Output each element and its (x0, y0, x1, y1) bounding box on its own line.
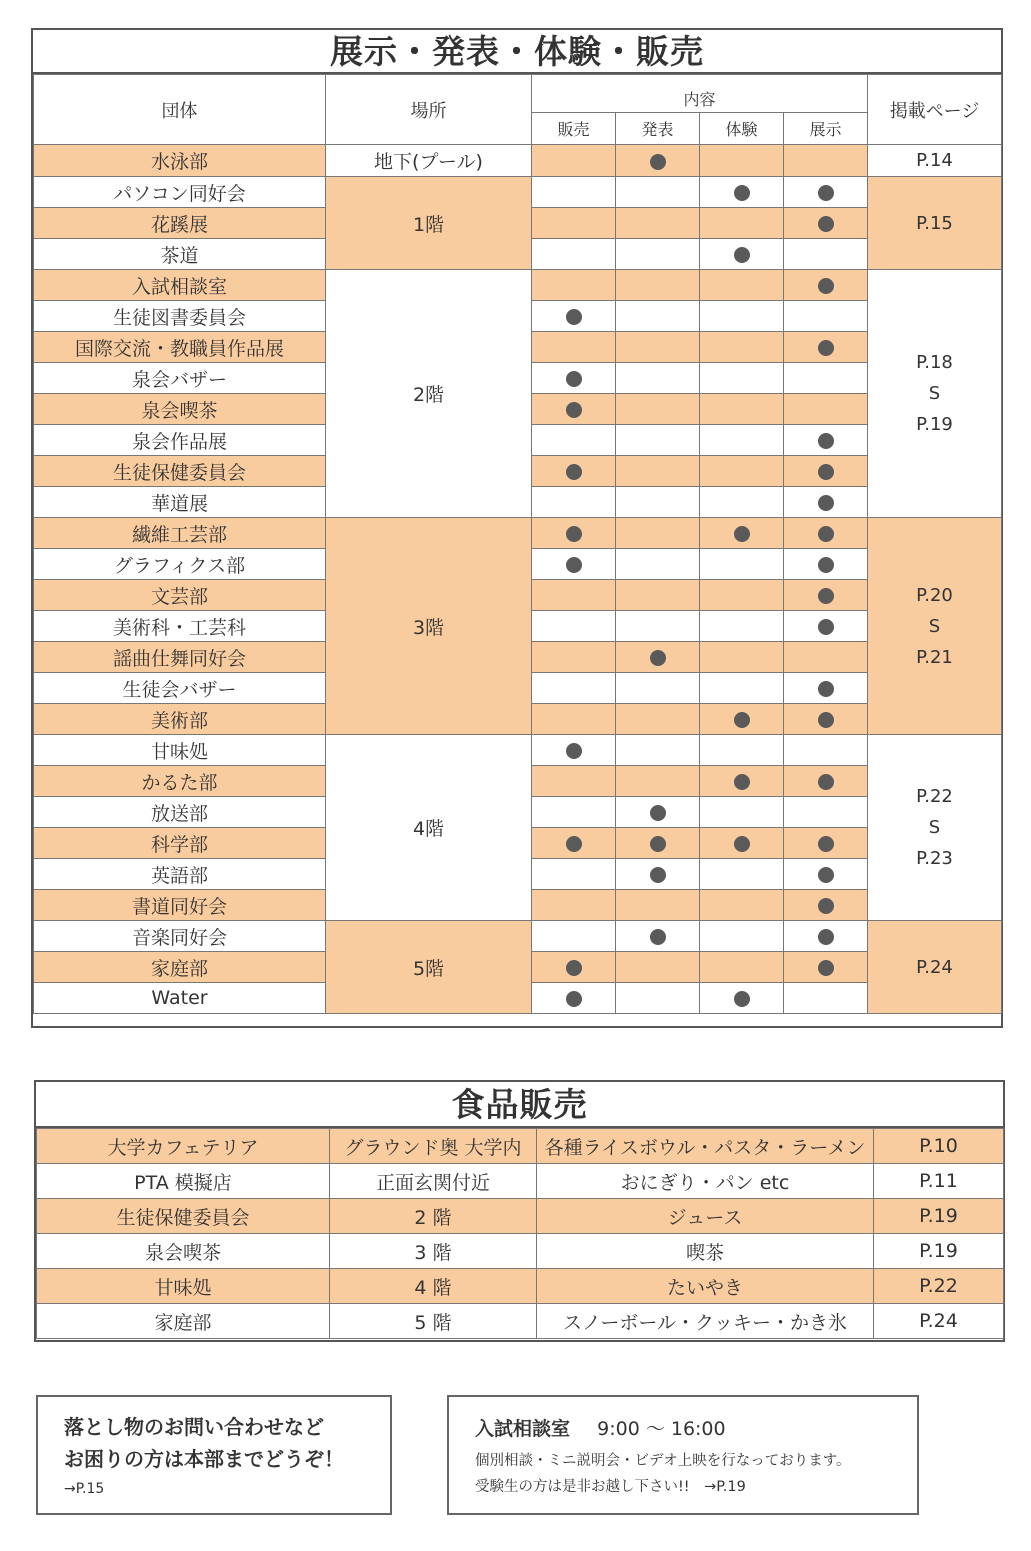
sell-cell (532, 487, 616, 518)
dot-marker (734, 991, 750, 1007)
exhibit-cell (784, 363, 868, 394)
experience-cell (700, 735, 784, 766)
food-items: 喫茶 (537, 1234, 874, 1269)
header-place: 場所 (326, 75, 532, 145)
table-row (34, 177, 1002, 208)
group-name: 水泳部 (34, 145, 326, 177)
dot-marker (818, 836, 834, 852)
group-name: 放送部 (34, 797, 326, 828)
food-table-body (37, 1129, 1004, 1339)
present-cell (616, 983, 700, 1014)
sell-cell (532, 301, 616, 332)
dot-marker (818, 712, 834, 728)
dot-marker (818, 929, 834, 945)
present-cell (616, 766, 700, 797)
exhibit-cell (784, 332, 868, 363)
page-ref: P.20 (916, 584, 953, 606)
experience-cell (700, 270, 784, 301)
experience-cell (700, 580, 784, 611)
food-row (37, 1269, 1004, 1304)
experience-cell (700, 890, 784, 921)
dot-marker (650, 867, 666, 883)
exhibit-cell (784, 425, 868, 456)
place-cell: 4階 (326, 735, 532, 921)
page-ref: P.23 (916, 848, 953, 869)
present-cell (616, 704, 700, 735)
sell-cell (532, 518, 616, 549)
group-name: 生徒会バザー (34, 673, 326, 704)
experience-cell (700, 425, 784, 456)
dot-marker (818, 526, 834, 542)
food-table (36, 1128, 1004, 1339)
exhibit-cell (784, 642, 868, 673)
group-name: 文芸部 (34, 580, 326, 611)
experience-cell (700, 828, 784, 859)
dot-marker (734, 774, 750, 790)
dot-marker (734, 526, 750, 542)
experience-cell (700, 983, 784, 1014)
experience-cell (700, 797, 784, 828)
group-name: 泉会バザー (34, 363, 326, 394)
food-place: 4 階 (330, 1269, 537, 1304)
present-cell (616, 145, 700, 177)
dot-marker (650, 650, 666, 666)
present-cell (616, 859, 700, 890)
sell-cell (532, 611, 616, 642)
food-group: PTA 模擬店 (37, 1164, 330, 1199)
experience-cell (700, 487, 784, 518)
dot-marker (818, 619, 834, 635)
sell-cell (532, 797, 616, 828)
sell-cell (532, 952, 616, 983)
dot-marker (818, 278, 834, 294)
exhibit-table (33, 74, 1002, 1014)
page-ref: P.18 (916, 352, 953, 373)
group-name: 繊維工芸部 (34, 518, 326, 549)
group-name: 泉会喫茶 (34, 394, 326, 425)
food-row (37, 1304, 1004, 1339)
exhibit-cell (784, 766, 868, 797)
food-group: 甘味処 (37, 1269, 330, 1304)
food-items: スノーボール・クッキー・かき氷 (537, 1304, 874, 1339)
exhibit-table-box (31, 28, 1003, 1028)
group-name: かるた部 (34, 766, 326, 797)
sell-cell (532, 766, 616, 797)
food-items: ジュース (537, 1199, 874, 1234)
exhibit-cell (784, 952, 868, 983)
page-ref: S (928, 615, 941, 637)
food-place: 正面玄関付近 (330, 1164, 537, 1199)
page-cell (868, 518, 1002, 735)
sell-cell (532, 177, 616, 208)
sell-cell (532, 983, 616, 1014)
food-row (37, 1164, 1004, 1199)
present-cell (616, 177, 700, 208)
group-name: 入試相談室 (34, 270, 326, 301)
group-name: 謡曲仕舞同好会 (34, 642, 326, 673)
group-name: 花蹊展 (34, 208, 326, 239)
present-cell (616, 735, 700, 766)
exhibit-cell (784, 549, 868, 580)
present-cell (616, 394, 700, 425)
exhibit-cell (784, 580, 868, 611)
sell-cell (532, 921, 616, 952)
group-name: 生徒図書委員会 (34, 301, 326, 332)
header-experience: 体験 (700, 113, 784, 145)
experience-cell (700, 673, 784, 704)
sell-cell (532, 456, 616, 487)
present-cell (616, 518, 700, 549)
place-cell: 1階 (326, 177, 532, 270)
dot-marker (650, 929, 666, 945)
page-ref: P.19 (916, 414, 953, 435)
dot-marker (734, 185, 750, 201)
group-name: 書道同好会 (34, 890, 326, 921)
food-place: グラウンド奥 大学内 (330, 1129, 537, 1164)
dot-marker (650, 836, 666, 852)
dot-marker (566, 991, 582, 1007)
exhibit-table-body (34, 145, 1002, 1014)
page-cell (868, 177, 1002, 270)
group-name: 国際交流・教職員作品展 (34, 332, 326, 363)
dot-marker (650, 805, 666, 821)
header-page: 掲載ページ (868, 75, 1002, 145)
food-items: たいやき (537, 1269, 874, 1304)
present-cell (616, 642, 700, 673)
exhibit-cell (784, 177, 868, 208)
exam-consult-line2: 受験生の方は是非お越し下さい!! →P.19 (475, 1479, 746, 1495)
present-cell (616, 549, 700, 580)
group-name: 華道展 (34, 487, 326, 518)
sell-cell (532, 239, 616, 270)
sell-cell (532, 859, 616, 890)
header-content: 内容 (532, 75, 868, 113)
sell-cell (532, 332, 616, 363)
food-group: 大学カフェテリア (37, 1129, 330, 1164)
present-cell (616, 673, 700, 704)
group-name: 科学部 (34, 828, 326, 859)
page-ref: P.14 (916, 150, 953, 171)
page-ref: S (928, 817, 941, 838)
table-row (34, 921, 1002, 952)
page-ref: P.15 (916, 212, 953, 234)
table-row (34, 518, 1002, 549)
page-cell (868, 145, 1002, 177)
exhibit-cell (784, 301, 868, 332)
dot-marker (734, 247, 750, 263)
exhibit-cell (784, 983, 868, 1014)
food-place: 5 階 (330, 1304, 537, 1339)
lost-found-note (36, 1395, 392, 1515)
dot-marker (566, 526, 582, 542)
group-name: グラフィクス部 (34, 549, 326, 580)
sell-cell (532, 642, 616, 673)
group-name: 美術部 (34, 704, 326, 735)
group-name: Water (34, 983, 326, 1014)
experience-cell (700, 177, 784, 208)
experience-cell (700, 332, 784, 363)
exhibit-table-title: 展示・発表・体験・販売 (33, 30, 1001, 74)
group-name: 美術科・工芸科 (34, 611, 326, 642)
dot-marker (818, 867, 834, 883)
lost-found-line2: お困りの方は本部までどうぞ！ (64, 1447, 344, 1471)
sell-cell (532, 208, 616, 239)
exhibit-cell (784, 239, 868, 270)
exhibit-cell (784, 456, 868, 487)
dot-marker (818, 464, 834, 480)
sell-cell (532, 580, 616, 611)
food-group: 泉会喫茶 (37, 1234, 330, 1269)
table-row (34, 735, 1002, 766)
exhibit-cell (784, 797, 868, 828)
header-present: 発表 (616, 113, 700, 145)
experience-cell (700, 859, 784, 890)
exhibit-cell (784, 921, 868, 952)
lost-found-line1: 落とし物のお問い合わせなど (64, 1415, 324, 1439)
food-group: 生徒保健委員会 (37, 1199, 330, 1234)
group-name: 生徒保健委員会 (34, 456, 326, 487)
present-cell (616, 890, 700, 921)
experience-cell (700, 766, 784, 797)
lost-found-ref: →P.15 (64, 1481, 105, 1497)
experience-cell (700, 642, 784, 673)
dot-marker (818, 588, 834, 604)
sell-cell (532, 145, 616, 177)
exhibit-cell (784, 859, 868, 890)
present-cell (616, 208, 700, 239)
page-cell (868, 921, 1002, 1014)
table-row (34, 270, 1002, 301)
group-name: 泉会作品展 (34, 425, 326, 456)
exam-consult-time: 9:00 ～ 16:00 (597, 1418, 726, 1440)
present-cell (616, 239, 700, 270)
experience-cell (700, 549, 784, 580)
group-name: パソコン同好会 (34, 177, 326, 208)
page-ref: P.22 (916, 786, 953, 807)
exhibit-cell (784, 518, 868, 549)
place-cell: 2階 (326, 270, 532, 518)
dot-marker (650, 154, 666, 170)
dot-marker (566, 743, 582, 759)
sell-cell (532, 394, 616, 425)
exhibit-cell (784, 828, 868, 859)
sell-cell (532, 270, 616, 301)
page-cell (868, 270, 1002, 518)
header-exhibit: 展示 (784, 113, 868, 145)
sell-cell (532, 704, 616, 735)
exhibit-cell (784, 208, 868, 239)
page-ref: S (928, 383, 941, 404)
present-cell (616, 580, 700, 611)
experience-cell (700, 239, 784, 270)
present-cell (616, 425, 700, 456)
header-group: 団体 (34, 75, 326, 145)
food-row (37, 1199, 1004, 1234)
food-group: 家庭部 (37, 1304, 330, 1339)
food-items: 各種ライスボウル・パスタ・ラーメン (537, 1129, 874, 1164)
dot-marker (818, 774, 834, 790)
sell-cell (532, 890, 616, 921)
experience-cell (700, 952, 784, 983)
dot-marker (734, 712, 750, 728)
header-sell: 販売 (532, 113, 616, 145)
exhibit-cell (784, 611, 868, 642)
experience-cell (700, 208, 784, 239)
dot-marker (818, 557, 834, 573)
sell-cell (532, 425, 616, 456)
dot-marker (566, 960, 582, 976)
experience-cell (700, 456, 784, 487)
exam-consult-header (475, 1411, 917, 1448)
dot-marker (566, 402, 582, 418)
dot-marker (566, 836, 582, 852)
food-table-title: 食品販売 (36, 1082, 1003, 1128)
exhibit-cell (784, 394, 868, 425)
present-cell (616, 611, 700, 642)
exam-consult-title: 入試相談室 (475, 1418, 571, 1440)
exhibit-cell (784, 487, 868, 518)
present-cell (616, 921, 700, 952)
exam-consult-line1: 個別相談・ミニ説明会・ビデオ上映を行なっております。 (475, 1453, 851, 1469)
present-cell (616, 487, 700, 518)
place-cell: 地下(プール) (326, 145, 532, 177)
present-cell (616, 363, 700, 394)
dot-marker (734, 836, 750, 852)
food-table-box (34, 1080, 1005, 1342)
dot-marker (566, 309, 582, 325)
experience-cell (700, 394, 784, 425)
present-cell (616, 456, 700, 487)
place-cell: 5階 (326, 921, 532, 1014)
present-cell (616, 952, 700, 983)
food-page: P.22 (874, 1269, 1004, 1304)
present-cell (616, 301, 700, 332)
exhibit-cell (784, 270, 868, 301)
dot-marker (818, 681, 834, 697)
experience-cell (700, 301, 784, 332)
food-page: P.10 (874, 1129, 1004, 1164)
sell-cell (532, 363, 616, 394)
group-name: 家庭部 (34, 952, 326, 983)
sell-cell (532, 828, 616, 859)
experience-cell (700, 921, 784, 952)
present-cell (616, 270, 700, 301)
sell-cell (532, 549, 616, 580)
experience-cell (700, 611, 784, 642)
experience-cell (700, 518, 784, 549)
food-row (37, 1234, 1004, 1269)
group-name: 茶道 (34, 239, 326, 270)
sell-cell (532, 735, 616, 766)
dot-marker (818, 898, 834, 914)
dot-marker (566, 464, 582, 480)
page-ref: P.24 (916, 956, 953, 978)
dot-marker (818, 495, 834, 511)
dot-marker (818, 185, 834, 201)
exhibit-cell (784, 890, 868, 921)
food-page: P.24 (874, 1304, 1004, 1339)
present-cell (616, 332, 700, 363)
experience-cell (700, 145, 784, 177)
sell-cell (532, 673, 616, 704)
present-cell (616, 828, 700, 859)
food-place: 2 階 (330, 1199, 537, 1234)
dot-marker (818, 433, 834, 449)
group-name: 甘味処 (34, 735, 326, 766)
food-items: おにぎり・パン etc (537, 1164, 874, 1199)
exhibit-cell (784, 735, 868, 766)
food-page: P.11 (874, 1164, 1004, 1199)
dot-marker (818, 340, 834, 356)
dot-marker (818, 216, 834, 232)
experience-cell (700, 363, 784, 394)
group-name: 音楽同好会 (34, 921, 326, 952)
dot-marker (566, 371, 582, 387)
exhibit-cell (784, 673, 868, 704)
present-cell (616, 797, 700, 828)
food-page: P.19 (874, 1234, 1004, 1269)
exam-consult-note (447, 1395, 919, 1515)
page-cell (868, 735, 1002, 921)
table-row (34, 145, 1002, 177)
food-page: P.19 (874, 1199, 1004, 1234)
page-ref: P.21 (916, 646, 953, 668)
experience-cell (700, 704, 784, 735)
food-place: 3 階 (330, 1234, 537, 1269)
exhibit-cell (784, 704, 868, 735)
place-cell: 3階 (326, 518, 532, 735)
group-name: 英語部 (34, 859, 326, 890)
dot-marker (818, 960, 834, 976)
exhibit-cell (784, 145, 868, 177)
food-row (37, 1129, 1004, 1164)
dot-marker (566, 557, 582, 573)
